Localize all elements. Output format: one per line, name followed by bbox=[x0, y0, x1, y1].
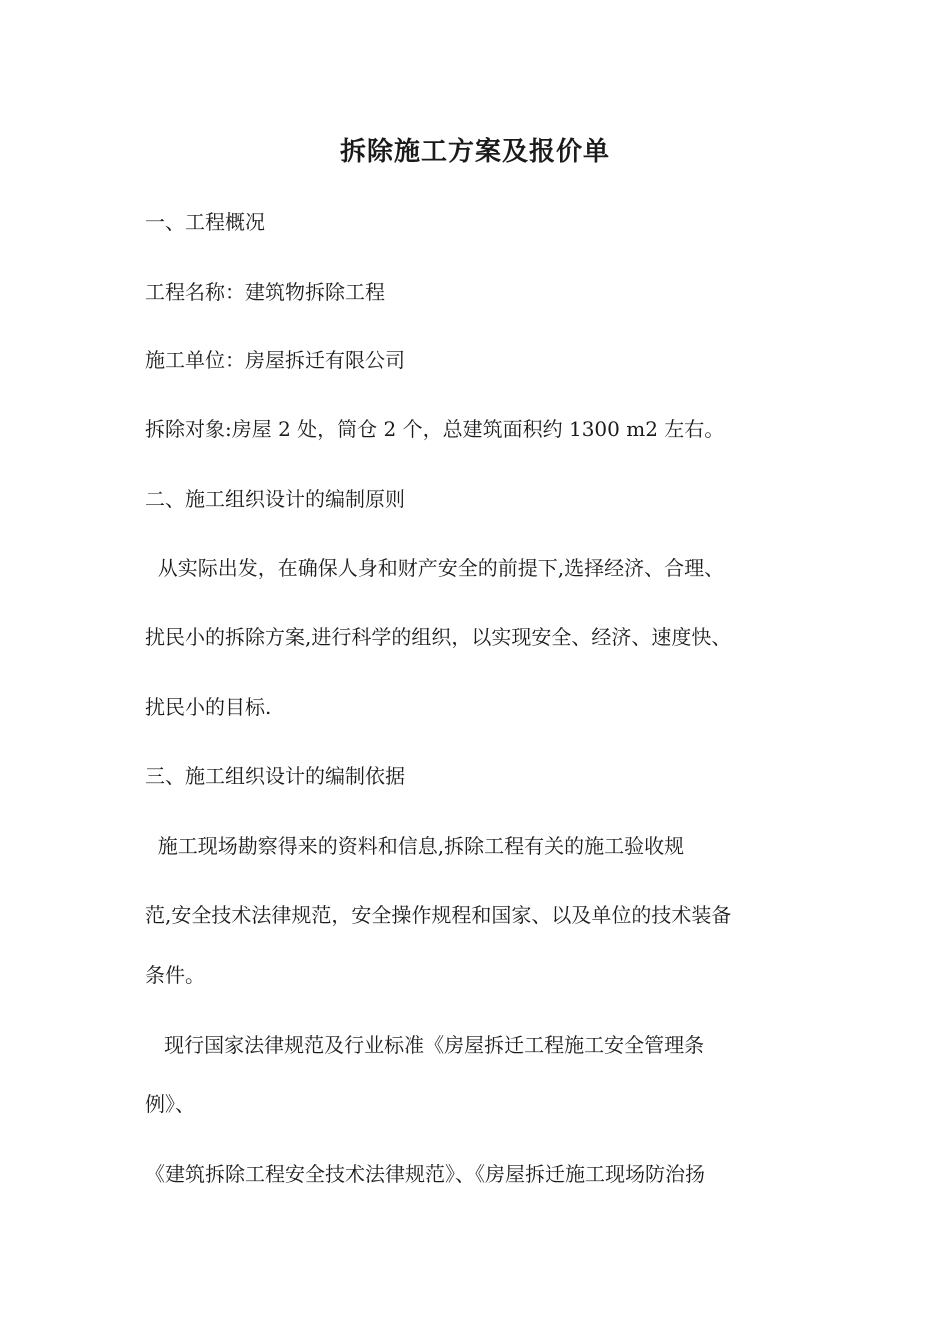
demolition-object-line: 拆除对象:房屋 2 处，筒仓 2 个，总建筑面积约 1300 m2 左右。 bbox=[145, 417, 725, 441]
basis-paragraph-line-2: 范,安全技术法律规范，安全操作规程和国家、以及单位的技术装备 bbox=[145, 903, 732, 927]
construction-unit-line: 施工单位：房屋拆迁有限公司 bbox=[145, 348, 405, 372]
basis-paragraph-line-1: 施工现场勘察得来的资料和信息,拆除工程有关的施工验收规 bbox=[145, 834, 685, 858]
standards-paragraph-line-2: 例》、 bbox=[145, 1092, 195, 1116]
standards-paragraph-line-1: 现行国家法律规范及行业标准《房屋拆迁工程施工安全管理条 bbox=[145, 1033, 705, 1057]
project-name-line: 工程名称：建筑物拆除工程 bbox=[145, 280, 385, 304]
section-heading-3: 三、施工组织设计的编制依据 bbox=[145, 764, 405, 788]
section-heading-2: 二、施工组织设计的编制原则 bbox=[145, 487, 405, 511]
principle-paragraph-line-2: 扰民小的拆除方案,进行科学的组织，以实现安全、经济、速度快、 bbox=[145, 625, 732, 649]
principle-paragraph-line-3: 扰民小的目标. bbox=[145, 695, 272, 719]
basis-paragraph-line-3: 条件。 bbox=[145, 963, 205, 987]
principle-paragraph-line-1: 从实际出发，在确保人身和财产安全的前提下,选择经济、合理、 bbox=[145, 556, 725, 580]
document-title: 拆除施工方案及报价单 bbox=[339, 137, 610, 167]
section-heading-1: 一、工程概况 bbox=[145, 210, 265, 234]
standards-paragraph-line-3: 《建筑拆除工程安全技术法律规范》、《房屋拆迁施工现场防治扬 bbox=[145, 1162, 705, 1186]
